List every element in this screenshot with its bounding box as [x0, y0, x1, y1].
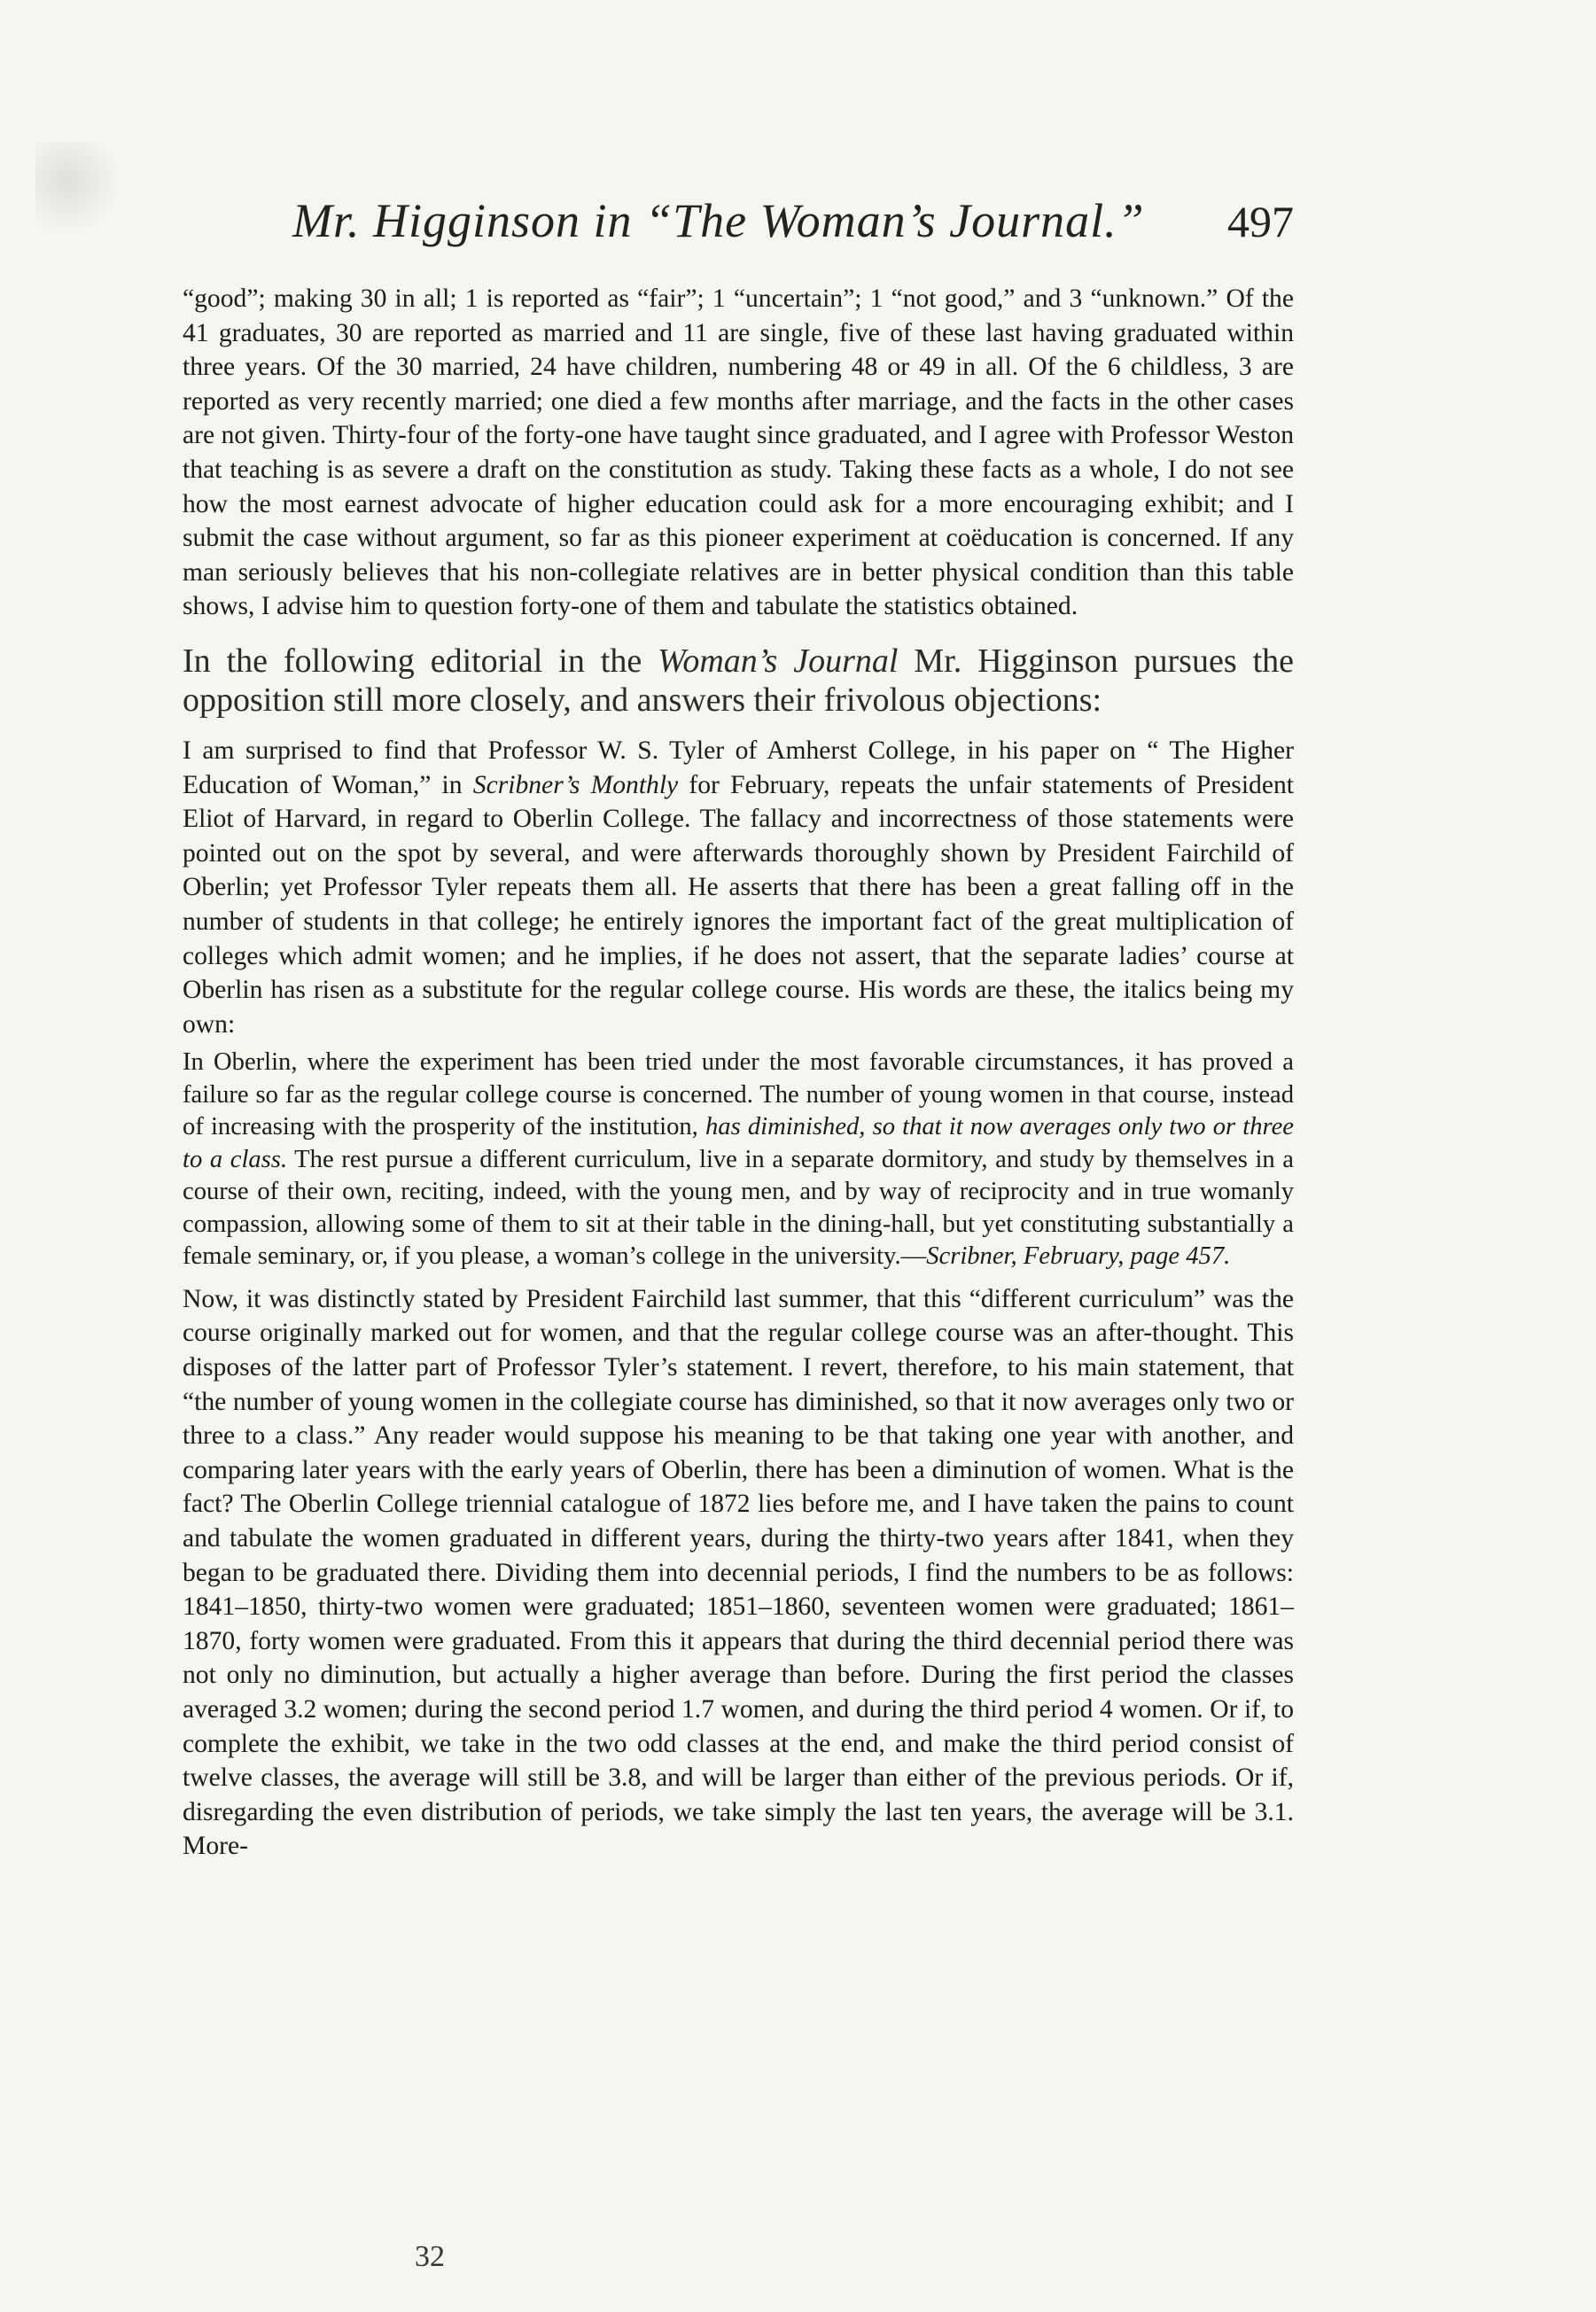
- quote-citation: Scribner, February, page 457.: [926, 1242, 1231, 1271]
- p2-text-a: I am surprised to find that Professor W. S. Tyler of Amherst College, in his paper on “ The Higher Education of Woman,” in: [183, 736, 1294, 799]
- intro-text-b: Mr. Higginson pursues the opposition still more closely, and answers their frivolous objections:: [183, 642, 1294, 719]
- intro-text-a: In the following editorial in the: [183, 642, 658, 680]
- paragraph-editorial-intro: [183, 642, 1294, 720]
- paragraph-tyler: [183, 734, 1294, 1041]
- page-header: [292, 193, 1294, 248]
- p2-text-b: for February, repeats the unfair statements of President Eliot of Harvard, in regard to Oberlin College. The fallacy and incorrectness of those statements were pointed out on the spot by several, and were afterwards thoroughly shown by President Fairchild of Oberlin; yet Professor Tyler repeats them all. He asserts that there has been a great falling off in the number of students in that college; he entirely ignores the important fact of the great multiplication of colleges which admit women; and he implies, if he does not assert, that the separate ladies’ course at Oberlin has risen as a substitute for the regular college course. His words are these, the italics being my own:: [183, 770, 1294, 1039]
- magazine-title: Scribner’s Monthly: [472, 770, 679, 799]
- quote-italic: has diminished, so that it now averages only two or three to a class.: [183, 1113, 1294, 1173]
- quote-text-a: In Oberlin, where the experiment has been tried under the most favorable circumstances, it has proved a failure so far as the regular college course is concerned. The number of young women in that course, instead of increasing with the prosperity of the institution,: [183, 1048, 1294, 1141]
- quote-text-b: The rest pursue a different curriculum, live in a separate dormitory, and study by themselves in a course of their own, reciting, indeed, with the young men, and by way of reciprocity and in true womanly compassion, allowing some of them to sit at their table in the dining-hall, but yet constituting substantially a female seminary, or, if you please, a woman’s college in the university.—: [183, 1145, 1295, 1271]
- running-head: Mr. Higginson in “The Woman’s Journal.”: [292, 194, 1145, 247]
- page-stain: [35, 142, 115, 239]
- block-quote: [183, 1047, 1294, 1273]
- paragraph-statistics: “good”; making 30 in all; 1 is reported as “fair”; 1 “uncertain”; 1 “not good,” and 3 “unknown.” Of the 41 graduates, 30 are reported as married and 11 are single, five of these last having graduated within three years. Of the 30 married, 24 have children, numbering 48 or 49 in all. Of the 6 childless, 3 are reported as very recently married; one died a few months after marriage, and the facts in the other cases are not given. Thirty-four of the forty-one have taught since graduated, and I agree with Professor Weston that teaching is as severe a draft on the constitution as study. Taking these facts as a whole, I do not see how the most earnest advocate of higher education could ask for a more encouraging exhibit; and I submit the case without argument, so far as this pioneer experiment at coëducation is concerned. If any man seriously believes that his non-collegiate relatives are in better physical condition than this table shows, I advise him to question forty-one of them and tabulate the statistics obtained.: [183, 284, 1294, 621]
- paragraph-fairchild: Now, it was distinctly stated by President Fairchild last summer, that this “different curriculum” was the course originally marked out for women, and that the regular college course was an after-thought. This disposes of the latter part of Professor Tyler’s statement. I revert, therefore, to his main statement, that “the number of young women in the collegiate course has diminished, so that it now averages only two or three to a class.” Any reader would suppose his meaning to be that taking one year with another, and comparing later years with the early years of Oberlin, there has been a diminution of women. What is the fact? The Oberlin College triennial catalogue of 1872 lies before me, and I have taken the pains to count and tabulate the women graduated in different years, during the thirty-two years after 1841, when they began to be graduated there. Dividing them into decennial periods, I find the numbers to be as follows: 1841–1850, thirty-two women were graduated; 1851–1860, seventeen women were graduated; 1861–1870, forty women were graduated. From this it appears that during the third decennial period there was not only no diminution, but actually a higher average than before. During the first period the classes averaged 3.2 women; during the second period 1.7 women, and during the third period 4 women. Or if, to complete the exhibit, we take in the two odd classes at the end, and make the third period consist of twelve classes, the average will still be 3.8, and will be larger than either of the previous periods. Or if, disregarding the even distribution of periods, we take simply the last ten years, the average will be 3.1. More-: [183, 1284, 1294, 1861]
- signature-mark: 32: [415, 2240, 445, 2273]
- body-text: [183, 282, 1294, 1864]
- page-number: 497: [1227, 197, 1294, 246]
- journal-title: Woman’s Journal: [658, 642, 899, 680]
